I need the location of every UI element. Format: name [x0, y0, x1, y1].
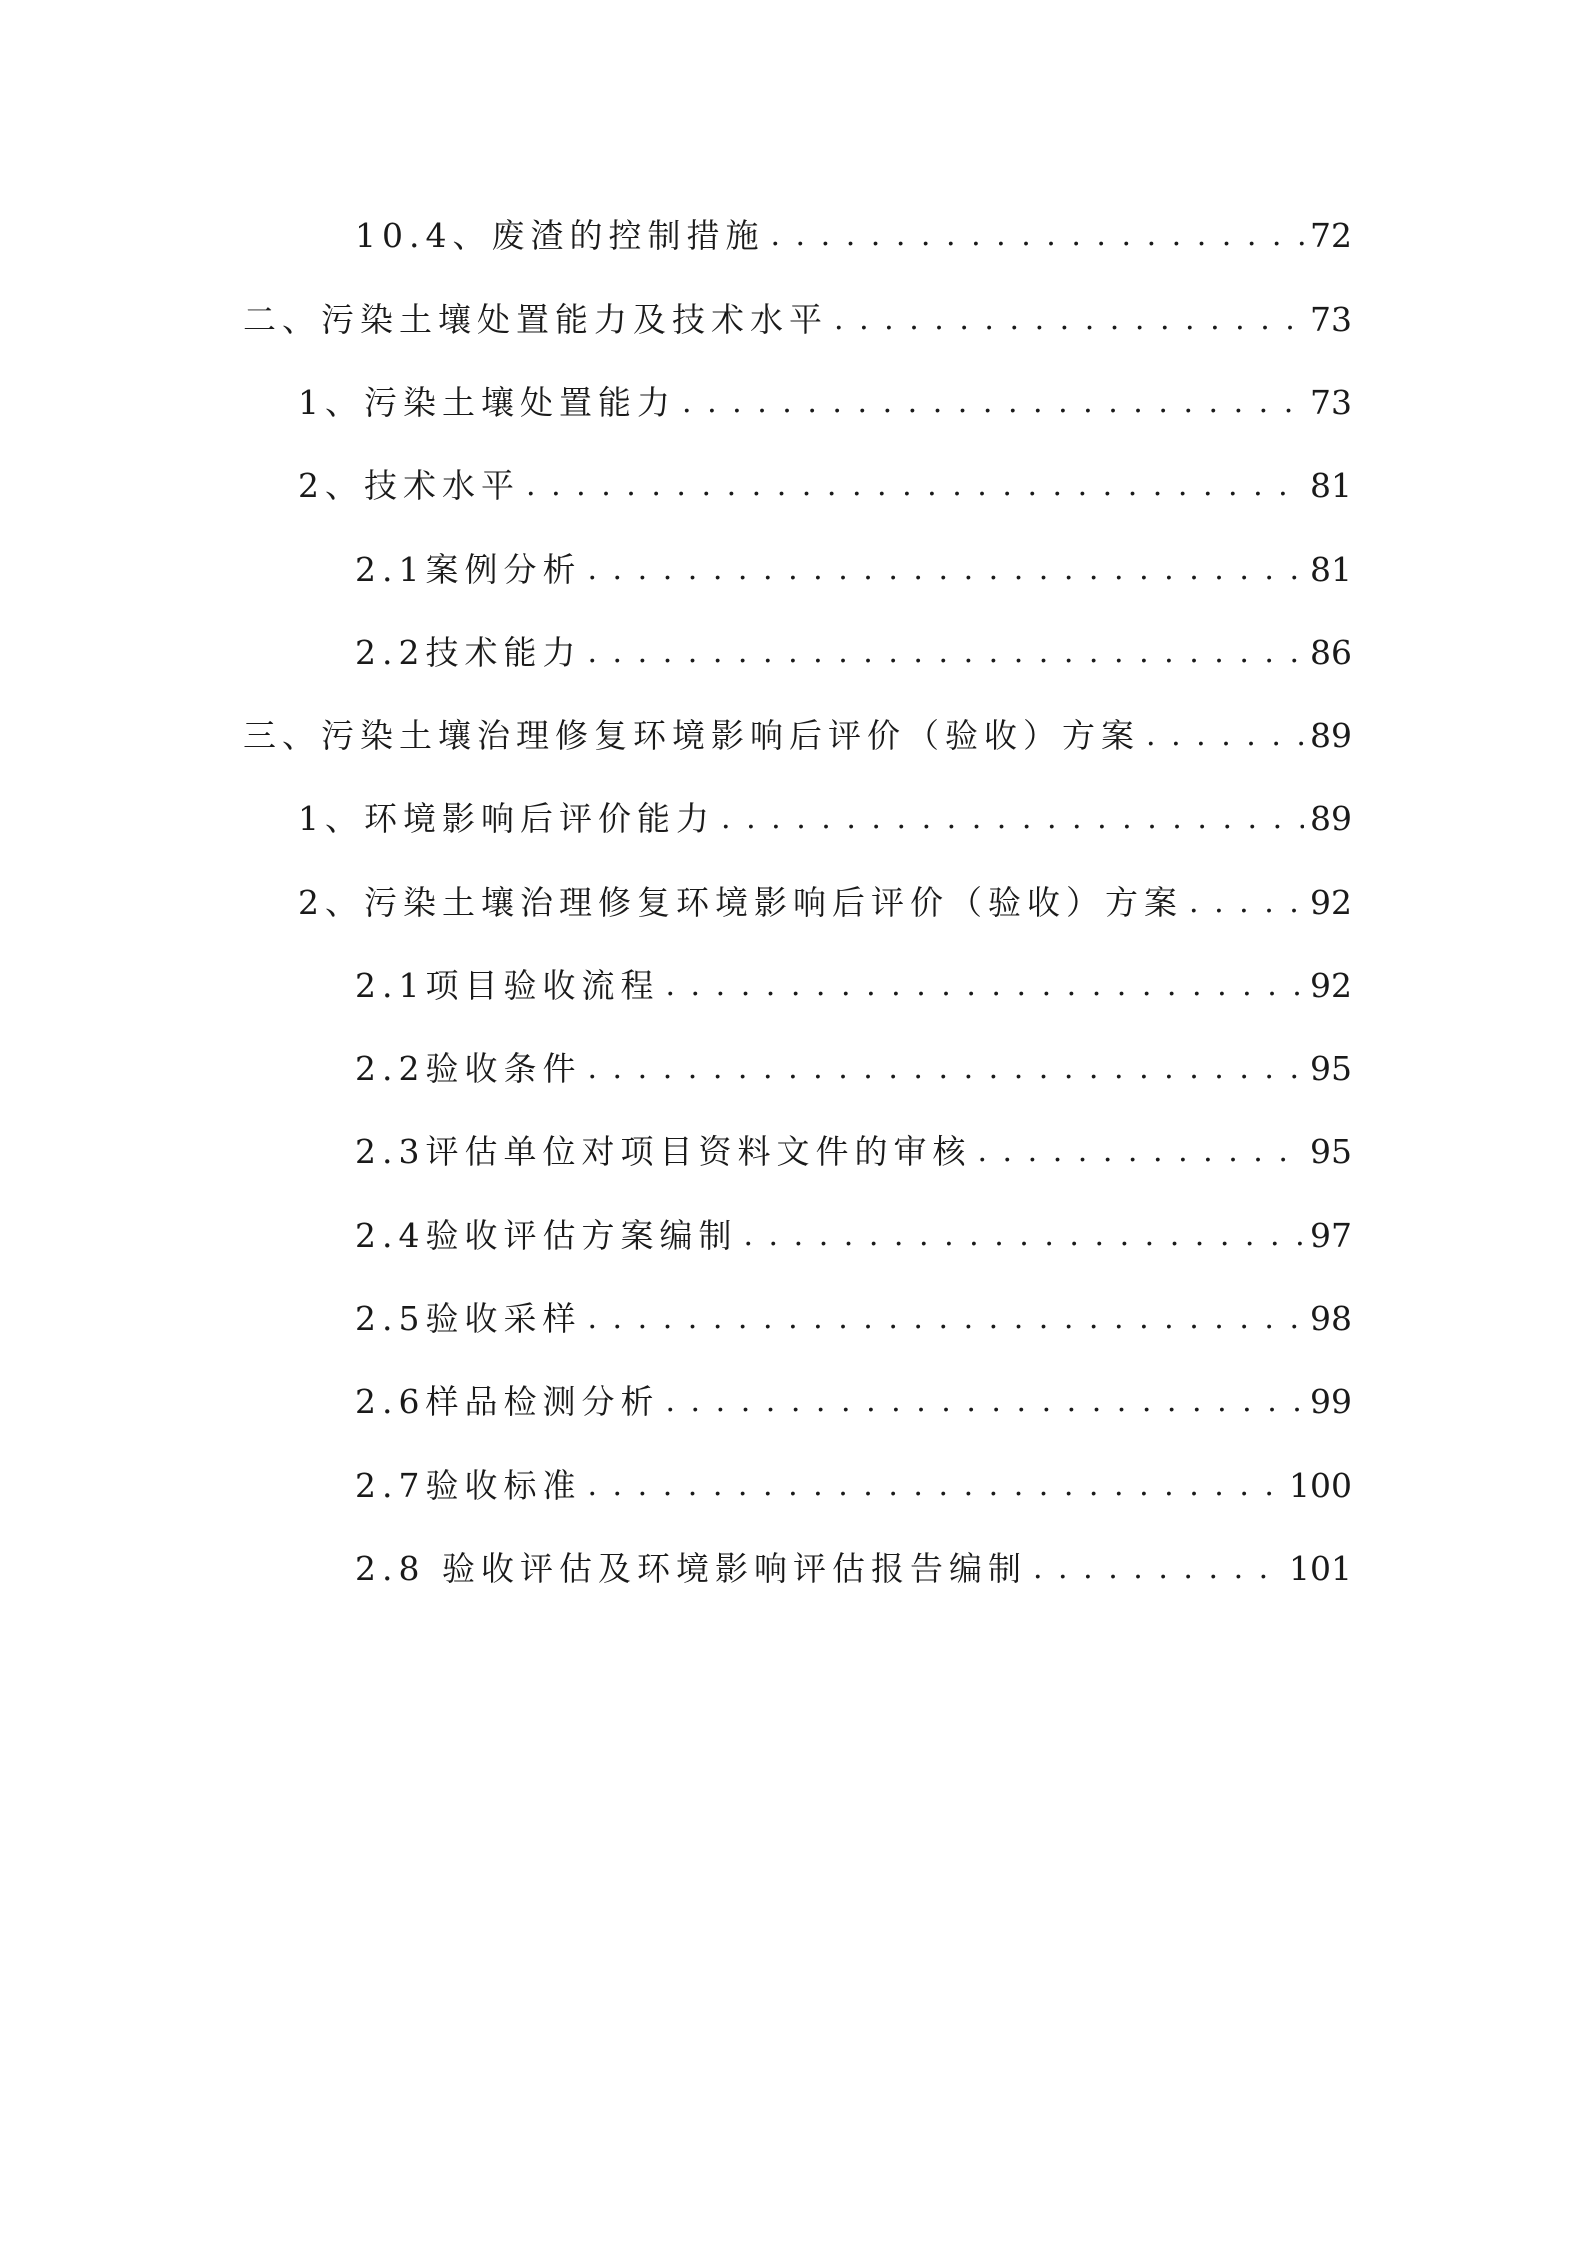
toc-entry-3-2-1[interactable] — [355, 956, 1352, 1016]
dot-leader — [665, 1372, 1304, 1432]
toc-entry-section-3[interactable] — [243, 706, 1352, 766]
toc-entry-2-2[interactable] — [298, 456, 1352, 516]
dot-leader — [743, 1206, 1304, 1266]
toc-entry-page: 89 — [1310, 716, 1352, 755]
dot-leader — [721, 789, 1304, 849]
toc-entry-2-1[interactable] — [298, 373, 1352, 433]
toc-entry-page: 99 — [1310, 1382, 1352, 1421]
dot-leader — [834, 290, 1304, 350]
toc-entry-page: 92 — [1310, 966, 1352, 1005]
toc-entry-2-2-2[interactable] — [355, 623, 1352, 683]
toc-entry-title: 10.4、废渣的控制措施 — [355, 216, 765, 255]
toc-entry-3-2[interactable] — [298, 873, 1352, 933]
dot-leader — [587, 540, 1304, 600]
toc-entry-title: 2.5验收采样 — [355, 1299, 582, 1338]
toc-entry-section-2[interactable] — [243, 290, 1352, 350]
toc-entry-3-2-8[interactable] — [355, 1539, 1352, 1599]
dot-leader — [1033, 1539, 1283, 1599]
toc-entry-page: 73 — [1310, 383, 1352, 422]
dot-leader — [587, 623, 1304, 683]
toc-entry-title: 2.2验收条件 — [355, 1049, 582, 1088]
toc-entry-page: 101 — [1289, 1549, 1352, 1588]
toc-entry-2-2-1[interactable] — [355, 540, 1352, 600]
toc-entry-10-4[interactable] — [355, 206, 1352, 266]
toc-entry-3-2-7[interactable] — [355, 1456, 1352, 1516]
toc-entry-title: 三、污染土壤治理修复环境影响后评价（验收）方案 — [243, 716, 1140, 755]
toc-entry-title: 2.1项目验收流程 — [355, 966, 660, 1005]
toc-entry-page: 97 — [1310, 1216, 1352, 1255]
toc-entry-title: 2.2技术能力 — [355, 633, 582, 672]
toc-entry-3-2-4[interactable] — [355, 1206, 1352, 1266]
dot-leader — [770, 206, 1304, 266]
toc-entry-3-2-5[interactable] — [355, 1289, 1352, 1349]
toc-entry-page: 98 — [1310, 1299, 1352, 1338]
toc-entry-3-2-2[interactable] — [355, 1039, 1352, 1099]
toc-entry-title: 2、技术水平 — [298, 466, 520, 505]
toc-entry-title: 2.1案例分析 — [355, 550, 582, 589]
toc-entry-page: 73 — [1310, 300, 1352, 339]
toc-entry-page: 95 — [1310, 1132, 1352, 1171]
toc-entry-title: 2.3评估单位对项目资料文件的审核 — [355, 1132, 972, 1171]
dot-leader — [587, 1456, 1283, 1516]
toc-entry-title: 2.8 验收评估及环境影响评估报告编制 — [355, 1549, 1027, 1588]
toc-entry-title: 2、污染土壤治理修复环境影响后评价（验收）方案 — [298, 883, 1183, 922]
toc-entry-title: 二、污染土壤处置能力及技术水平 — [243, 300, 828, 339]
toc-entry-title: 1、污染土壤处置能力 — [298, 383, 676, 422]
toc-entry-page: 100 — [1289, 1466, 1352, 1505]
dot-leader — [1146, 706, 1304, 766]
toc-entry-page: 72 — [1310, 216, 1352, 255]
toc-entry-page: 81 — [1310, 550, 1352, 589]
toc-entry-title: 2.6样品检测分析 — [355, 1382, 660, 1421]
dot-leader — [526, 456, 1304, 516]
toc-entry-3-1[interactable] — [298, 789, 1352, 849]
toc-entry-title: 2.7验收标准 — [355, 1466, 582, 1505]
dot-leader — [587, 1289, 1304, 1349]
toc-entry-page: 81 — [1310, 466, 1352, 505]
dot-leader — [977, 1122, 1304, 1182]
toc-entry-3-2-6[interactable] — [355, 1372, 1352, 1432]
dot-leader — [587, 1039, 1304, 1099]
toc-entry-title: 1、环境影响后评价能力 — [298, 799, 715, 838]
toc-entry-page: 89 — [1310, 799, 1352, 838]
dot-leader — [665, 956, 1304, 1016]
dot-leader — [1189, 873, 1304, 933]
toc-entry-page: 95 — [1310, 1049, 1352, 1088]
dot-leader — [682, 373, 1304, 433]
toc-entry-title: 2.4验收评估方案编制 — [355, 1216, 738, 1255]
toc-entry-page: 92 — [1310, 883, 1352, 922]
toc-entry-3-2-3[interactable] — [355, 1122, 1352, 1182]
toc-entry-page: 86 — [1310, 633, 1352, 672]
